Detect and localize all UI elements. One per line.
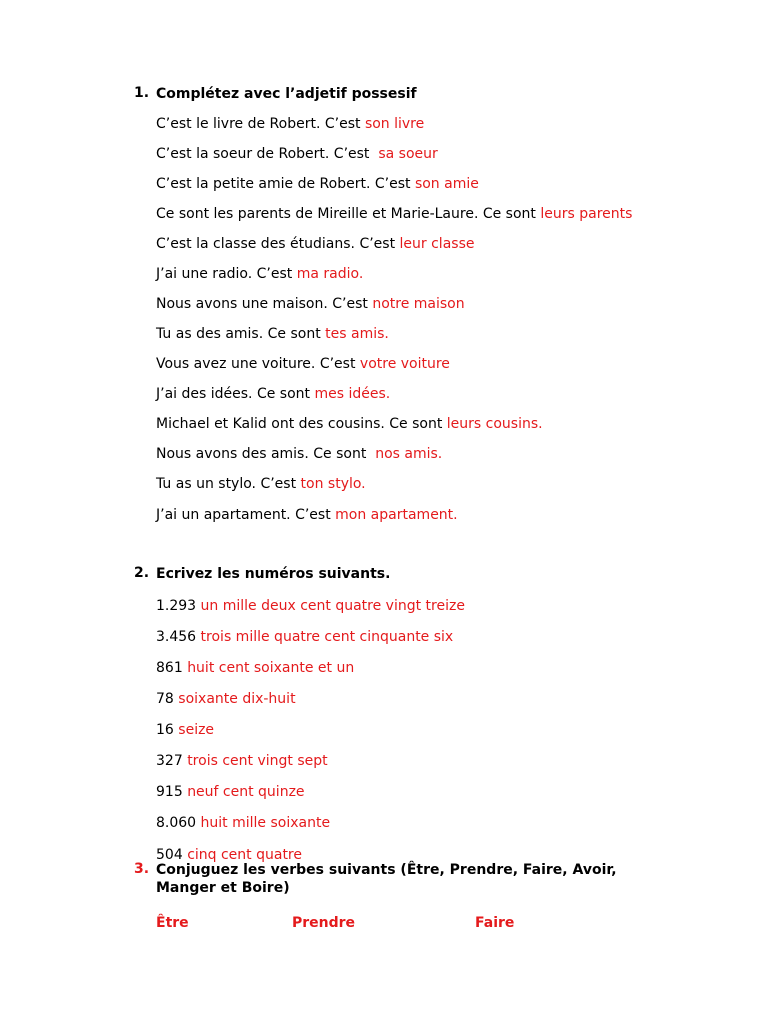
item-answer: leur classe — [399, 236, 475, 252]
list-item — [156, 659, 354, 677]
section3-number: 3. — [134, 861, 150, 877]
item-prompt: J’ai une radio. C’est — [156, 266, 293, 282]
list-item — [156, 690, 296, 708]
list-item — [156, 506, 458, 524]
item-prompt: 8.060 — [156, 815, 197, 831]
list-item — [156, 325, 389, 343]
list-item — [156, 355, 450, 373]
item-prompt: 3.456 — [156, 629, 197, 645]
item-answer: ma radio. — [296, 266, 364, 282]
list-item — [156, 145, 438, 163]
item-answer: huit mille soixante — [200, 815, 331, 831]
item-answer: trois mille quatre cent cinquante six — [200, 629, 454, 645]
item-answer: cinq cent quatre — [187, 847, 302, 863]
list-item — [156, 205, 632, 223]
list-item — [156, 783, 305, 801]
list-item — [156, 175, 479, 193]
item-prompt: C’est le livre de Robert. C’est — [156, 116, 361, 132]
section2-title: Ecrivez les numéros suivants. — [156, 566, 391, 582]
item-answer: huit cent soixante et un — [187, 660, 355, 676]
item-prompt: 1.293 — [156, 598, 197, 614]
item-prompt: Tu as un stylo. C’est — [156, 476, 297, 492]
item-prompt: Ce sont les parents de Mireille et Marie-Laure. Ce sont — [156, 206, 536, 222]
section1-number: 1. — [134, 85, 150, 101]
item-answer: trois cent vingt sept — [187, 753, 328, 769]
item-prompt: Tu as des amis. Ce sont — [156, 326, 321, 342]
item-answer: nos amis. — [375, 446, 443, 462]
item-prompt: Nous avons une maison. C’est — [156, 296, 368, 312]
item-prompt: C’est la soeur de Robert. C’est — [156, 146, 370, 162]
item-answer: ton stylo. — [300, 476, 366, 492]
section3-title-line1: Conjuguez les verbes suivants (Être, Prendre, Faire, Avoir, — [156, 862, 617, 878]
item-prompt: 861 — [156, 660, 183, 676]
item-prompt: J’ai des idées. Ce sont — [156, 386, 310, 402]
list-item — [156, 597, 465, 615]
verb-heading-prendre: Prendre — [292, 915, 356, 931]
item-answer: seize — [178, 722, 215, 738]
item-answer: notre maison — [372, 296, 465, 312]
item-answer: sa soeur — [378, 146, 438, 162]
list-item — [156, 475, 366, 493]
item-prompt: 504 — [156, 847, 183, 863]
verb-heading-etre: Être — [156, 915, 189, 931]
item-answer: leurs parents — [540, 206, 633, 222]
item-prompt: Vous avez une voiture. C’est — [156, 356, 356, 372]
list-item — [156, 721, 214, 739]
item-answer: mon apartament. — [335, 507, 458, 523]
section3-title — [156, 861, 617, 897]
list-item — [156, 265, 363, 283]
item-prompt: C’est la petite amie de Robert. C’est — [156, 176, 411, 192]
list-item — [156, 295, 465, 313]
list-item — [156, 415, 543, 433]
verb-heading-faire: Faire — [475, 915, 515, 931]
list-item — [156, 385, 390, 403]
item-prompt: 78 — [156, 691, 174, 707]
section2-number: 2. — [134, 565, 150, 581]
item-answer: votre voiture — [359, 356, 450, 372]
item-answer: leurs cousins. — [446, 416, 543, 432]
list-item — [156, 814, 330, 832]
section1-title: Complétez avec l’adjetif possesif — [156, 86, 417, 102]
item-prompt: 16 — [156, 722, 174, 738]
item-prompt: C’est la classe des étudians. C’est — [156, 236, 396, 252]
list-item — [156, 445, 442, 463]
list-item — [156, 235, 474, 253]
item-answer: un mille deux cent quatre vingt treize — [200, 598, 465, 614]
item-answer: mes idées. — [314, 386, 391, 402]
item-prompt: Nous avons des amis. Ce sont — [156, 446, 367, 462]
item-prompt: 915 — [156, 784, 183, 800]
item-answer: son livre — [364, 116, 425, 132]
list-item — [156, 628, 453, 646]
list-item — [156, 752, 328, 770]
item-prompt: J’ai un apartament. C’est — [156, 507, 331, 523]
item-answer: soixante dix-huit — [178, 691, 296, 707]
item-prompt: 327 — [156, 753, 183, 769]
item-answer: neuf cent quinze — [187, 784, 305, 800]
section3-title-line2: Manger et Boire) — [156, 880, 290, 896]
item-answer: tes amis. — [325, 326, 389, 342]
item-prompt: Michael et Kalid ont des cousins. Ce sont — [156, 416, 443, 432]
list-item — [156, 115, 424, 133]
item-answer: son amie — [414, 176, 479, 192]
